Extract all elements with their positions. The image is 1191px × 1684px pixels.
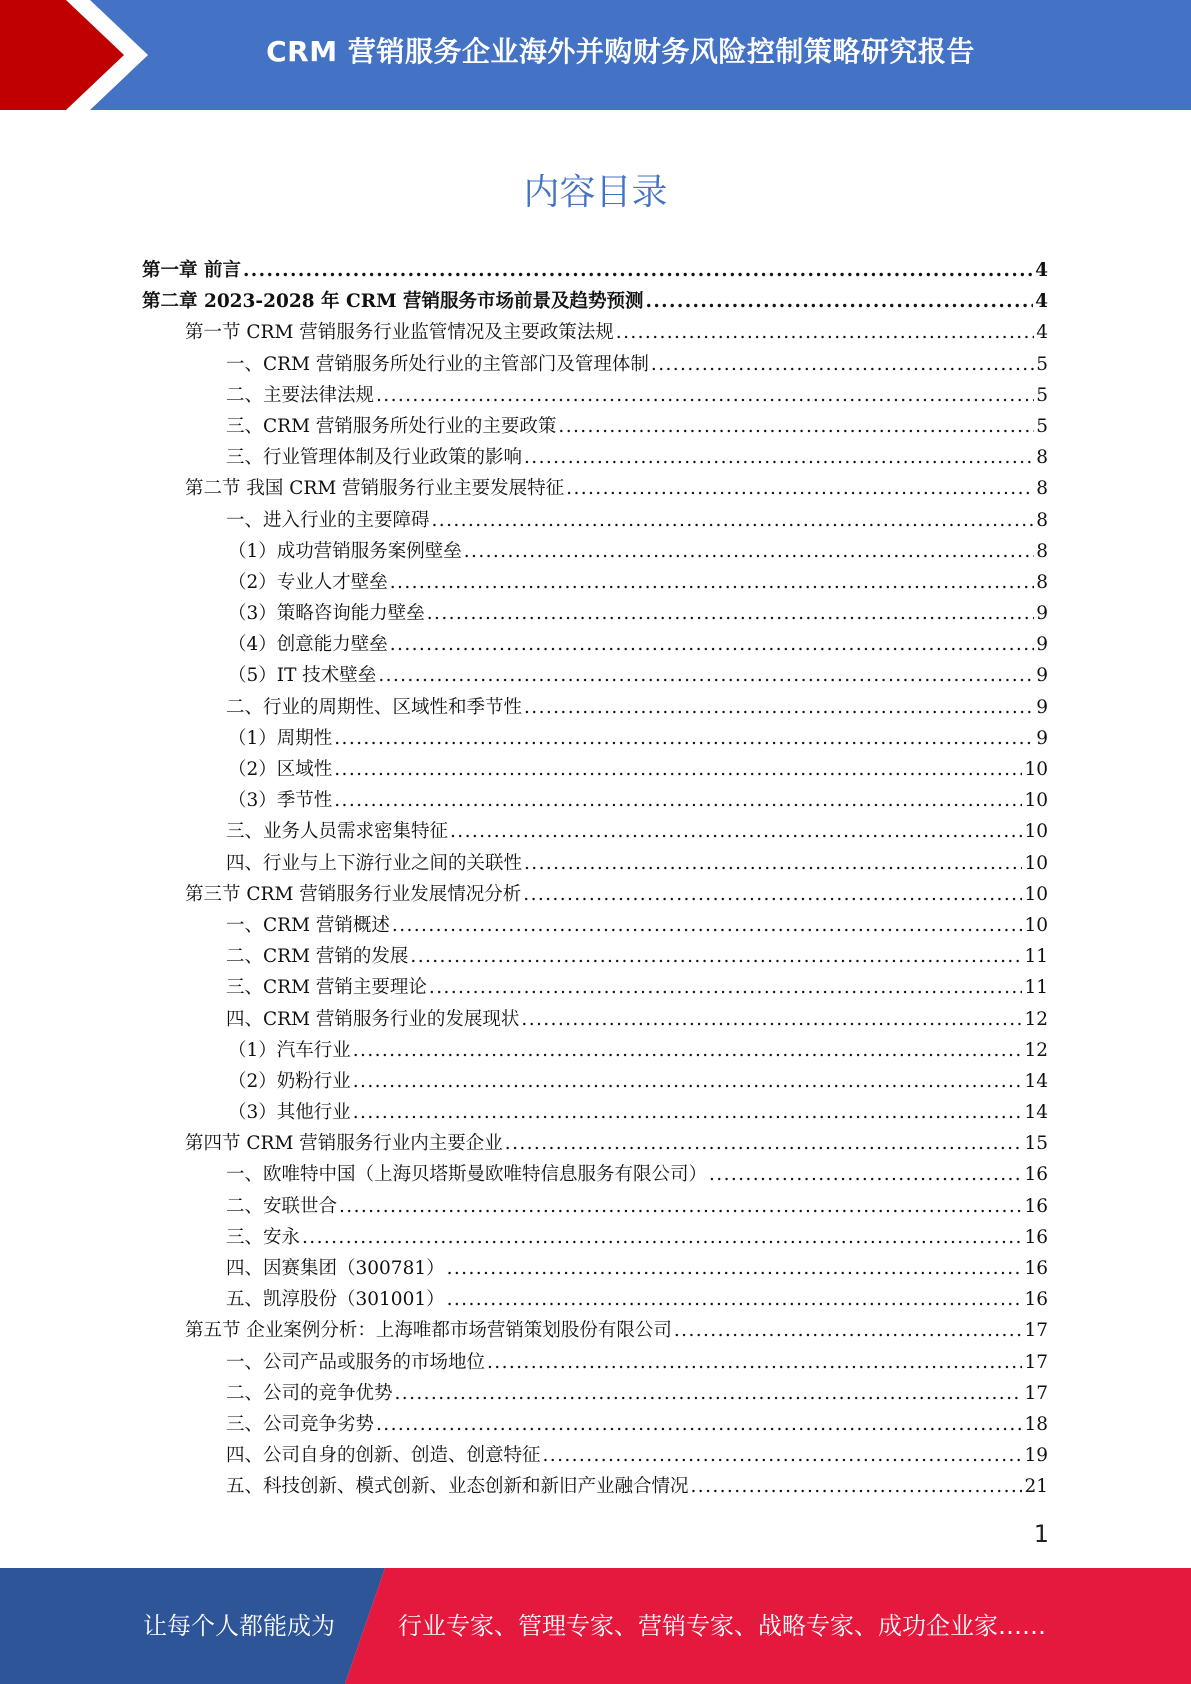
toc-entry-title: 五、科技创新、模式创新、业态创新和新旧产业融合情况: [226, 1476, 689, 1498]
toc-entry-title: 一、公司产品或服务的市场地位: [226, 1351, 486, 1373]
toc-entry-page: 8: [1036, 447, 1048, 469]
toc-entry[interactable]: [142, 629, 1048, 660]
toc-entry-title: 三、CRM 营销主要理论: [226, 977, 427, 999]
toc-entry[interactable]: [142, 848, 1048, 879]
toc-entry-title: （2）专业人才壁垒: [228, 571, 388, 593]
toc-entry[interactable]: [142, 1159, 1048, 1190]
toc-dot-leader: [339, 1191, 1022, 1222]
report-header-banner: [0, 0, 1191, 110]
toc-dot-leader: [376, 1409, 1022, 1440]
toc-entry[interactable]: [142, 1004, 1048, 1035]
toc-entry-page: 11: [1024, 977, 1048, 999]
toc-entry-page: 9: [1036, 727, 1048, 749]
toc-entry-page: 10: [1024, 790, 1048, 812]
toc-entry-title: 第二章 2023-2028 年 CRM 营销服务市场前景及趋势预测: [142, 291, 644, 313]
toc-entry-page: 4: [1036, 322, 1048, 344]
toc-dot-leader: [543, 1440, 1023, 1471]
toc-entry-page: 9: [1036, 603, 1048, 625]
toc-entry-page: 16: [1024, 1195, 1048, 1217]
toc-entry-title: （4）创意能力壁垒: [228, 634, 388, 656]
toc-entry[interactable]: [142, 1315, 1048, 1346]
toc-entry-title: 第二节 我国 CRM 营销服务行业主要发展特征: [185, 478, 565, 500]
toc-entry[interactable]: [142, 1347, 1048, 1378]
toc-entry-title: 三、业务人员需求密集特征: [226, 821, 449, 843]
toc-entry-page: 8: [1036, 478, 1048, 500]
toc-entry-title: （1）周期性: [228, 727, 333, 749]
toc-dot-leader: [524, 848, 1022, 879]
report-title: CRM 营销服务企业海外并购财务风险控制策略研究报告: [266, 35, 975, 68]
toc-entry-title: 一、CRM 营销概述: [226, 914, 390, 936]
toc-entry-title: （2）区域性: [228, 759, 333, 780]
toc-dot-leader: [427, 598, 1034, 629]
toc-entry-title: 第一节 CRM 营销服务行业监管情况及主要政策法规: [185, 322, 614, 344]
toc-entry[interactable]: [142, 380, 1048, 411]
toc-dot-leader: [566, 473, 1034, 504]
toc-dot-leader: [392, 910, 1023, 941]
toc-entry[interactable]: [142, 1409, 1048, 1440]
toc-entry-page: 16: [1024, 1164, 1048, 1186]
toc-entry-page: 16: [1024, 1258, 1048, 1279]
toc-entry-page: 14: [1024, 1070, 1048, 1092]
toc-entry-title: 一、欧唯特中国（上海贝塔斯曼欧唯特信息服务有限公司）: [226, 1164, 708, 1186]
toc-entry-page: 10: [1024, 759, 1048, 780]
toc-entry[interactable]: [142, 785, 1048, 816]
toc-dot-leader: [390, 629, 1034, 660]
toc-entry[interactable]: [142, 567, 1048, 598]
toc-entry-title: 二、公司的竞争优势: [226, 1382, 393, 1404]
toc-entry-title: 第四节 CRM 营销服务行业内主要企业: [185, 1133, 503, 1155]
toc-entry[interactable]: [142, 754, 1048, 785]
toc-entry-title: 四、公司自身的创新、创造、创意特征: [226, 1445, 541, 1467]
toc-entry-page: 5: [1036, 384, 1048, 406]
toc-dot-leader: [429, 972, 1023, 1003]
toc-entry[interactable]: [142, 1284, 1048, 1315]
toc-entry[interactable]: [142, 1440, 1048, 1471]
toc-entry[interactable]: [142, 723, 1048, 754]
toc-entry[interactable]: [142, 1191, 1048, 1222]
toc-dot-leader: [523, 879, 1022, 910]
toc-dot-leader: [464, 536, 1034, 567]
toc-entry[interactable]: [142, 317, 1048, 348]
toc-entry[interactable]: [142, 536, 1048, 567]
toc-entry-page: 9: [1036, 665, 1048, 687]
toc-entry[interactable]: [142, 1035, 1048, 1066]
toc-entry-page: 10: [1024, 914, 1048, 936]
toc-dot-leader: [505, 1128, 1023, 1159]
toc-entry-page: 17: [1024, 1351, 1048, 1373]
toc-entry-page: 10: [1024, 821, 1048, 843]
toc-entry-title: （1）汽车行业: [228, 1039, 351, 1061]
toc-entry-title: 第五节 企业案例分析：上海唯都市场营销策划股份有限公司: [185, 1320, 672, 1342]
toc-dot-leader: [450, 816, 1022, 847]
toc-dot-leader: [395, 1378, 1023, 1409]
toc-entry-title: 二、行业的周期性、区域性和季节性: [226, 696, 523, 718]
toc-entry[interactable]: [142, 411, 1048, 442]
toc-entry[interactable]: [142, 255, 1048, 286]
toc-dot-leader: [378, 660, 1034, 691]
toc-entry[interactable]: [142, 1097, 1048, 1128]
toc-entry-page: 17: [1024, 1382, 1048, 1404]
toc-entry-title: 四、CRM 营销服务行业的发展现状: [226, 1008, 520, 1030]
toc-dot-leader: [243, 255, 1033, 286]
toc-entry[interactable]: [142, 879, 1048, 910]
toc-entry-page: 15: [1024, 1133, 1048, 1155]
toc-entry-page: 11: [1024, 946, 1048, 968]
page-number: 1: [1033, 1520, 1049, 1548]
toc-entry-page: 9: [1036, 696, 1048, 718]
toc-entry-title: （5）IT 技术壁垒: [228, 665, 377, 687]
toc-entry-page: 21: [1024, 1476, 1048, 1498]
toc-entry-title: 一、CRM 营销服务所处行业的主管部门及管理体制: [226, 353, 649, 375]
toc-entry[interactable]: [142, 1222, 1048, 1253]
toc-dot-leader: [521, 1004, 1022, 1035]
footer-slogan: 让每个人都能成为: [143, 1612, 335, 1640]
toc-entry-page: 10: [1024, 883, 1048, 905]
toc-entry-page: 10: [1024, 852, 1048, 874]
toc-entry-title: 二、CRM 营销的发展: [226, 946, 409, 968]
toc-entry-title: 三、CRM 营销服务所处行业的主要政策: [226, 415, 557, 437]
toc-entry-page: 4: [1035, 291, 1048, 313]
toc-entry[interactable]: [142, 1128, 1048, 1159]
toc-entry-title: 三、行业管理体制及行业政策的影响: [226, 447, 523, 469]
toc-dot-leader: [558, 411, 1034, 442]
toc-entry[interactable]: [142, 473, 1048, 504]
toc-entry-title: 第三节 CRM 营销服务行业发展情况分析: [185, 883, 522, 905]
toc-entry-page: 14: [1024, 1102, 1048, 1124]
toc-dot-leader: [390, 567, 1034, 598]
toc-entry[interactable]: [142, 816, 1048, 847]
toc-dot-leader: [432, 505, 1035, 536]
table-of-contents: [142, 255, 1048, 1503]
toc-entry[interactable]: [142, 442, 1048, 473]
toc-entry-title: 第一章 前言: [142, 260, 241, 281]
toc-dot-leader: [447, 1253, 1023, 1284]
toc-entry-title: 二、主要法律法规: [226, 384, 375, 406]
toc-entry-title: （3）季节性: [228, 790, 333, 812]
toc-entry-page: 9: [1036, 634, 1048, 656]
toc-dot-leader: [353, 1066, 1023, 1097]
toc-entry[interactable]: [142, 660, 1048, 691]
toc-entry-page: 5: [1036, 353, 1048, 375]
toc-entry[interactable]: [142, 286, 1048, 317]
toc-entry-title: 一、进入行业的主要障碍: [226, 509, 430, 531]
toc-entry-title: 二、安联世合: [226, 1195, 338, 1217]
toc-entry[interactable]: [142, 972, 1048, 1003]
toc-entry-page: 8: [1036, 509, 1048, 531]
toc-entry[interactable]: [142, 1378, 1048, 1409]
toc-entry-title: 三、安永: [226, 1226, 301, 1248]
toc-dot-leader: [674, 1315, 1023, 1346]
toc-entry-page: 17: [1024, 1320, 1048, 1342]
toc-dot-leader: [651, 349, 1034, 380]
toc-dot-leader: [334, 754, 1022, 785]
toc-dot-leader: [376, 380, 1034, 411]
toc-entry[interactable]: [142, 941, 1048, 972]
toc-entry-page: 8: [1036, 540, 1048, 562]
toc-entry[interactable]: [142, 692, 1048, 723]
toc-entry[interactable]: [142, 598, 1048, 629]
toc-entry-page: 19: [1024, 1445, 1048, 1467]
toc-entry-page: 12: [1024, 1039, 1048, 1061]
toc-dot-leader: [353, 1097, 1023, 1128]
toc-entry-title: 四、行业与上下游行业之间的关联性: [226, 852, 523, 874]
toc-entry-page: 18: [1024, 1413, 1048, 1435]
toc-entry-page: 12: [1024, 1008, 1048, 1030]
toc-dot-leader: [334, 785, 1022, 816]
toc-heading: 内容目录: [523, 172, 668, 213]
toc-dot-leader: [302, 1222, 1022, 1253]
toc-entry-page: 5: [1036, 415, 1048, 437]
toc-entry-title: （3）策略咨询能力壁垒: [228, 603, 425, 625]
toc-entry[interactable]: [142, 349, 1048, 380]
toc-dot-leader: [524, 442, 1034, 473]
toc-dot-leader: [646, 286, 1034, 317]
toc-entry-page: 16: [1024, 1226, 1048, 1248]
toc-dot-leader: [524, 692, 1034, 723]
toc-entry-title: （1）成功营销服务案例壁垒: [228, 540, 462, 562]
toc-dot-leader: [410, 941, 1022, 972]
toc-dot-leader: [334, 723, 1034, 754]
toc-dot-leader: [691, 1471, 1023, 1502]
toc-entry-title: 五、凯淳股份（301001）: [226, 1289, 445, 1311]
toc-dot-leader: [616, 317, 1034, 348]
toc-entry-title: （2）奶粉行业: [228, 1070, 351, 1092]
toc-entry-page: 4: [1035, 260, 1048, 281]
toc-dot-leader: [447, 1284, 1023, 1315]
toc-entry-title: 三、公司竞争劣势: [226, 1413, 375, 1435]
footer-banner: [0, 1568, 1191, 1684]
toc-dot-leader: [487, 1347, 1022, 1378]
toc-entry[interactable]: [142, 1471, 1048, 1502]
toc-entry-page: 16: [1024, 1289, 1048, 1311]
toc-entry[interactable]: [142, 1253, 1048, 1284]
toc-dot-leader: [709, 1159, 1022, 1190]
toc-entry[interactable]: [142, 1066, 1048, 1097]
toc-entry-page: 8: [1036, 571, 1048, 593]
toc-entry[interactable]: [142, 505, 1048, 536]
footer-tagline: 行业专家、管理专家、营销专家、战略专家、成功企业家……: [398, 1612, 1046, 1640]
toc-entry-title: 四、因赛集团（300781）: [226, 1258, 445, 1279]
toc-entry-title: （3）其他行业: [228, 1102, 351, 1124]
toc-dot-leader: [353, 1035, 1023, 1066]
toc-entry[interactable]: [142, 910, 1048, 941]
